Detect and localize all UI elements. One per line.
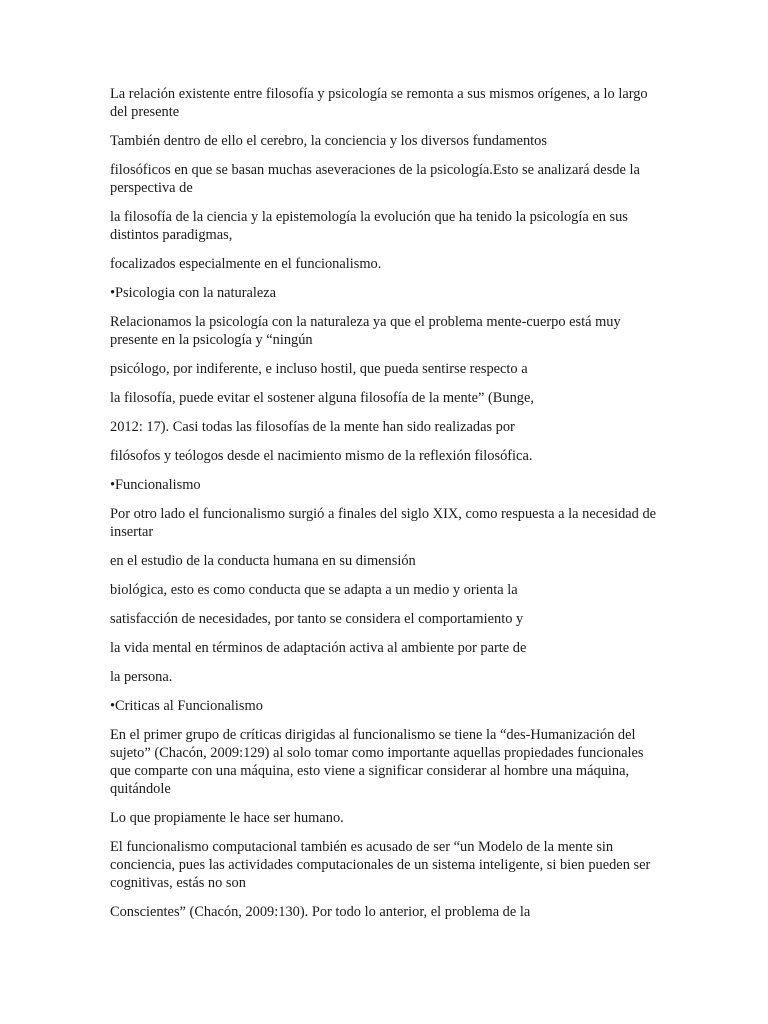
paragraph: la filosofía de la ciencia y la epistemología la evolución que ha tenido la psicología en sus distintos paradigmas, (110, 209, 628, 243)
paragraph: filosóficos en que se basan muchas aseveraciones de la psicología.Esto se analizará desde la perspectiva de (110, 162, 640, 196)
paragraph: la vida mental en términos de adaptación activa al ambiente por parte de (110, 640, 527, 656)
paragraph: en el estudio de la conducta humana en su dimensión (110, 553, 416, 569)
paragraph: satisfacción de necesidades, por tanto se considera el comportamiento y (110, 611, 524, 627)
section-heading-funcionalismo: •Funcionalismo (110, 477, 201, 493)
paragraph: focalizados especialmente en el funcionalismo. (110, 256, 382, 272)
paragraph: biológica, esto es como conducta que se adapta a un medio y orienta la (110, 582, 518, 598)
paragraph: En el primer grupo de críticas dirigidas al funcionalismo se tiene la “des-Humanización del sujeto” (Chacón, 2009:129) al solo tomar como importante aquellas propiedades funcionales que comparte con una máquina, esto viene a significar considerar al hombre una máquina, quitándole (110, 727, 644, 797)
paragraph: Relacionamos la psicología con la naturaleza ya que el problema mente-cuerpo está muy presente en la psicología y “ningún (110, 314, 621, 348)
paragraph: la persona. (110, 669, 173, 685)
paragraph: También dentro de ello el cerebro, la conciencia y los diversos fundamentos (110, 133, 547, 149)
paragraph: la filosofía, puede evitar el sostener alguna filosofía de la mente” (Bunge, (110, 390, 534, 406)
paragraph: filósofos y teólogos desde el nacimiento mismo de la reflexión filosófica. (110, 448, 533, 464)
document-body (110, 85, 665, 932)
paragraph: Por otro lado el funcionalismo surgió a finales del siglo XIX, como respuesta a la necesidad de insertar (110, 506, 657, 540)
paragraph: La relación existente entre filosofía y psicología se remonta a sus mismos orígenes, a lo largo del presente (110, 86, 648, 120)
paragraph: 2012: 17). Casi todas las filosofías de la mente han sido realizadas por (110, 419, 515, 435)
paragraph: El funcionalismo computacional también es acusado de ser “un Modelo de la mente sin conciencia, pues las actividades computacionales de un sistema inteligente, si bien pueden ser cognitivas, estás no son (110, 839, 651, 891)
section-heading-psicologia: •Psicologia con la naturaleza (110, 285, 277, 301)
paragraph: Conscientes” (Chacón, 2009:130). Por todo lo anterior, el problema de la (110, 904, 531, 920)
paragraph: Lo que propiamente le hace ser humano. (110, 810, 344, 826)
paragraph: psicólogo, por indiferente, e incluso hostil, que pueda sentirse respecto a (110, 361, 528, 377)
section-heading-criticas: •Criticas al Funcionalismo (110, 698, 263, 714)
